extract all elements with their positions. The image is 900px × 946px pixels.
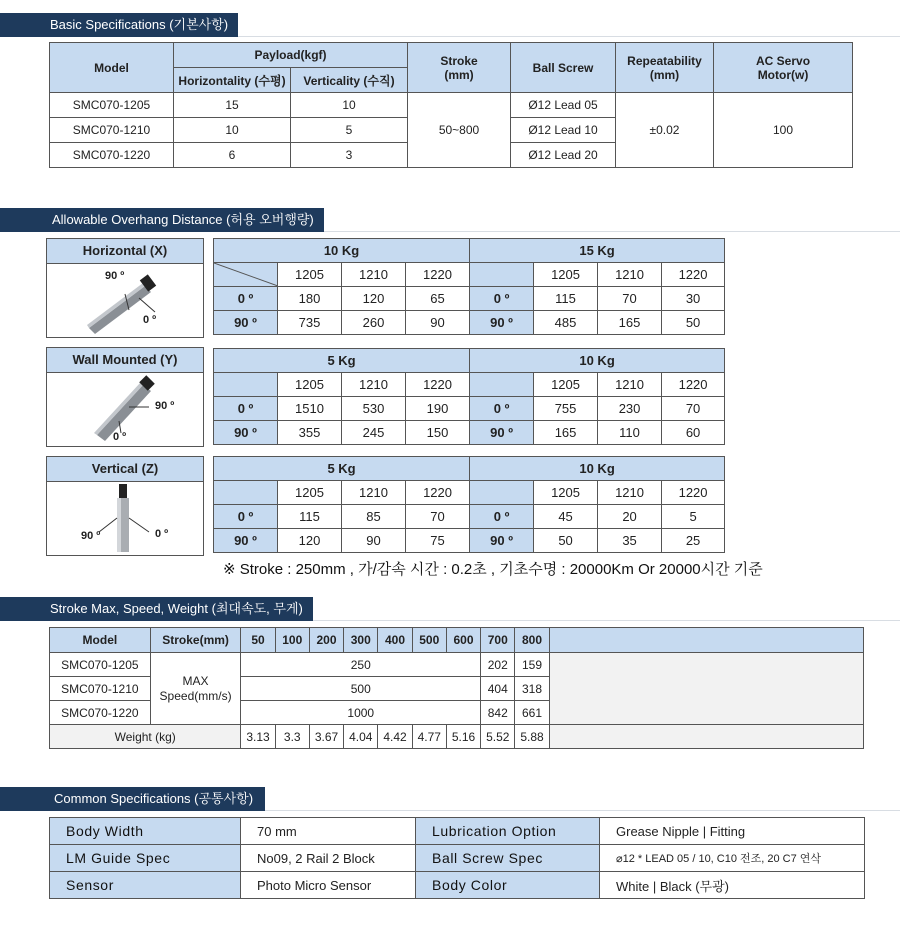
spec-key: Sensor [50,872,241,899]
speed-label: MAX Speed(mm/s) [150,653,241,725]
model-cell: SMC070-1220 [50,701,151,725]
overhang-label-vertical [46,456,204,556]
weight-cell: 4.42 [378,725,412,749]
overhang-value: 20 [598,505,662,529]
hdr-repeatability: Repeatability (mm) [616,43,714,93]
hdr-stroke-mm: Stroke(mm) [150,628,241,653]
overhang-value: 245 [342,421,406,445]
hdr-stroke-value: 200 [309,628,343,653]
weight-cell: 3.67 [309,725,343,749]
overhang-value: 150 [406,421,470,445]
orientation-label: Wall Mounted (Y) [47,348,203,373]
blank-cell [549,653,863,725]
model-col-header: 1220 [406,373,470,397]
hdr-stroke-value: 100 [275,628,309,653]
overhang-table [213,348,725,445]
stroke-speed-table [49,627,864,749]
model-col-header: 1220 [406,481,470,505]
angle-row-label: 0 º [470,505,534,529]
model-col-header: 1210 [598,481,662,505]
model-cell: SMC070-1210 [50,677,151,701]
overhang-table [213,238,725,335]
angle-label: 0 º [155,528,169,540]
overhang-value: 30 [662,287,725,311]
spec-key: Ball Screw Spec [416,845,600,872]
load-title: 15 Kg [470,239,725,263]
spec-value: Photo Micro Sensor [241,872,416,899]
table-row [50,653,864,677]
spec-key: Lubrication Option [416,818,600,845]
overhang-value: 115 [278,505,342,529]
blank-corner [470,263,534,287]
angle-row-label: 90 º [214,421,278,445]
table-row [50,845,865,872]
orientation-label: Vertical (Z) [47,457,203,482]
overhang-value: 260 [342,311,406,335]
section-title-common: Common Specifications (공통사항) [0,787,265,811]
overhang-value: 90 [406,311,470,335]
overhang-label-horizontal [46,238,204,338]
overhang-value: 735 [278,311,342,335]
speed-span-cell: 500 [241,677,481,701]
blank-cell [549,725,863,749]
hdr-stroke-value: 300 [344,628,378,653]
table-row [50,818,865,845]
table-row [50,872,865,899]
overhang-label-wall [46,347,204,447]
angle-label: 90 º [155,400,175,412]
common-spec-table [49,817,865,899]
model-cell: SMC070-1210 [50,118,174,143]
angle-row-label: 0 º [214,505,278,529]
spec-value: ⌀12 * LEAD 05 / 10, C10 전조, 20 C7 연삭 [600,845,865,872]
load-title: 5 Kg [214,349,470,373]
model-cell: SMC070-1220 [50,143,174,168]
angle-row-label: 90 º [470,421,534,445]
speed-cell: 661 [515,701,549,725]
speed-cell: 318 [515,677,549,701]
hdr-stroke-value: 500 [412,628,446,653]
ballscrew-cell: Ø12 Lead 10 [511,118,616,143]
hdr-stroke-value: 600 [446,628,480,653]
hdr-model: Model [50,43,174,93]
spec-value: No09, 2 Rail 2 Block [241,845,416,872]
overhang-value: 120 [342,287,406,311]
blank-corner [470,481,534,505]
basic-spec-table [49,42,853,168]
payload-h-cell: 6 [174,143,291,168]
load-title: 10 Kg [214,239,470,263]
hdr-servo: AC Servo Motor(w) [714,43,853,93]
overhang-value: 485 [534,311,598,335]
hdr-blank [549,628,863,653]
model-col-header: 1210 [598,373,662,397]
diagonal-corner [214,263,278,287]
table-row [50,725,864,749]
overhang-table [213,456,725,553]
overhang-value: 50 [662,311,725,335]
stroke-value: 50~800 [408,93,511,168]
overhang-value: 755 [534,397,598,421]
model-cell: SMC070-1205 [50,93,174,118]
ballscrew-cell: Ø12 Lead 20 [511,143,616,168]
model-cell: SMC070-1205 [50,653,151,677]
hdr-stroke-value: 50 [241,628,275,653]
angle-row-label: 90 º [470,311,534,335]
overhang-value: 70 [598,287,662,311]
weight-cell: 4.77 [412,725,446,749]
angle-label: 0 º [143,314,157,326]
overhang-value: 120 [278,529,342,553]
spec-value: Grease Nipple | Fitting [600,818,865,845]
speed-cell: 404 [481,677,515,701]
model-col-header: 1210 [342,481,406,505]
vertical-actuator-icon [47,482,203,555]
overhang-value: 165 [598,311,662,335]
overhang-note: ※ Stroke : 250mm , 가/감속 시간 : 0.2초 , 기초수명 : 20000Km Or 20000시간 기준 [223,561,763,578]
ballscrew-cell: Ø12 Lead 05 [511,93,616,118]
overhang-value: 35 [598,529,662,553]
overhang-value: 230 [598,397,662,421]
overhang-value: 50 [534,529,598,553]
overhang-value: 60 [662,421,725,445]
spec-key: LM Guide Spec [50,845,241,872]
weight-cell: 3.13 [241,725,275,749]
spec-key: Body Width [50,818,241,845]
section-title-stroke: Stroke Max, Speed, Weight (최대속도, 무게) [0,597,313,621]
angle-row-label: 0 º [214,397,278,421]
model-col-header: 1205 [534,481,598,505]
table-row [50,93,853,118]
speed-cell: 842 [481,701,515,725]
model-col-header: 1210 [598,263,662,287]
angle-row-label: 0 º [470,397,534,421]
payload-h-cell: 10 [174,118,291,143]
load-title: 10 Kg [470,349,725,373]
orientation-label: Horizontal (X) [47,239,203,264]
speed-span-cell: 250 [241,653,481,677]
model-col-header: 1205 [534,373,598,397]
overhang-value: 355 [278,421,342,445]
angle-label: 0 º [113,431,127,443]
hdr-stroke-value: 800 [515,628,549,653]
payload-v-cell: 3 [291,143,408,168]
speed-cell: 202 [481,653,515,677]
section-title-overhang: Allowable Overhang Distance (허용 오버행량) [0,208,324,232]
overhang-value: 110 [598,421,662,445]
model-col-header: 1210 [342,373,406,397]
overhang-value: 180 [278,287,342,311]
hdr-ballscrew: Ball Screw [511,43,616,93]
model-col-header: 1220 [662,263,725,287]
blank-corner [470,373,534,397]
spec-value: 70 mm [241,818,416,845]
overhang-value: 75 [406,529,470,553]
hdr-horizontality: Horizontality (수평) [174,68,291,93]
model-col-header: 1220 [662,481,725,505]
weight-cell: 5.52 [481,725,515,749]
overhang-value: 115 [534,287,598,311]
angle-row-label: 0 º [214,287,278,311]
hdr-payload: Payload(kgf) [174,43,408,68]
hdr-stroke-value: 400 [378,628,412,653]
overhang-value: 65 [406,287,470,311]
model-col-header: 1205 [278,373,342,397]
section-title-basic: Basic Specifications (기본사항) [0,13,238,37]
payload-v-cell: 5 [291,118,408,143]
overhang-value: 165 [534,421,598,445]
weight-cell: 5.88 [515,725,549,749]
model-col-header: 1205 [534,263,598,287]
overhang-value: 25 [662,529,725,553]
speed-cell: 159 [515,653,549,677]
overhang-value: 530 [342,397,406,421]
hdr-stroke: Stroke (mm) [408,43,511,93]
blank-corner [214,481,278,505]
speed-span-cell: 1000 [241,701,481,725]
angle-row-label: 0 º [470,287,534,311]
wall-actuator-icon [47,373,203,446]
model-col-header: 1220 [662,373,725,397]
spec-value: White | Black (무광) [600,872,865,899]
angle-row-label: 90 º [214,529,278,553]
hdr-model: Model [50,628,151,653]
payload-v-cell: 10 [291,93,408,118]
hdr-stroke-value: 700 [481,628,515,653]
weight-label: Weight (kg) [50,725,241,749]
weight-cell: 5.16 [446,725,480,749]
overhang-value: 90 [342,529,406,553]
model-col-header: 1205 [278,481,342,505]
model-col-header: 1205 [278,263,342,287]
spec-key: Body Color [416,872,600,899]
weight-cell: 4.04 [344,725,378,749]
overhang-value: 5 [662,505,725,529]
overhang-value: 70 [662,397,725,421]
overhang-value: 190 [406,397,470,421]
blank-corner [214,373,278,397]
model-col-header: 1210 [342,263,406,287]
load-title: 5 Kg [214,457,470,481]
angle-label: 90 º [81,530,101,542]
overhang-value: 70 [406,505,470,529]
horizontal-actuator-icon [47,264,203,337]
angle-row-label: 90 º [470,529,534,553]
load-title: 10 Kg [470,457,725,481]
overhang-value: 1510 [278,397,342,421]
weight-cell: 3.3 [275,725,309,749]
overhang-value: 85 [342,505,406,529]
servo-value: 100 [714,93,853,168]
angle-label: 90 º [105,270,125,282]
hdr-verticality: Verticality (수직) [291,68,408,93]
repeatability-value: ±0.02 [616,93,714,168]
model-col-header: 1220 [406,263,470,287]
payload-h-cell: 15 [174,93,291,118]
overhang-value: 45 [534,505,598,529]
angle-row-label: 90 º [214,311,278,335]
